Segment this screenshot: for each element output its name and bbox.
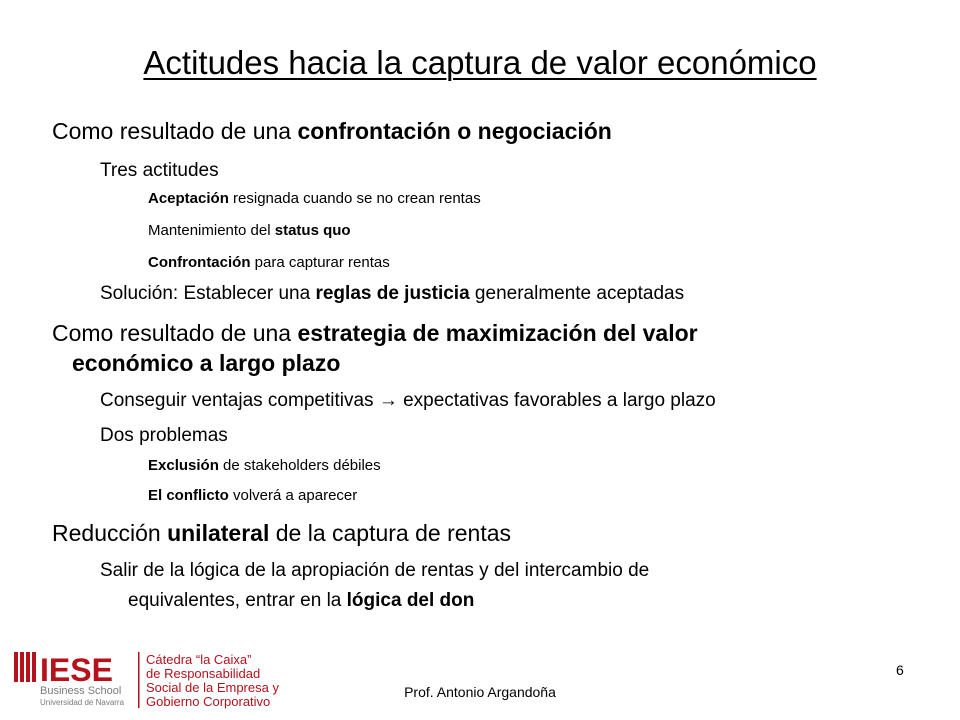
iese-logo bbox=[14, 650, 284, 710]
text-span: Tres actitudes bbox=[100, 160, 219, 181]
bold-text: confrontación o negociación bbox=[297, 118, 612, 144]
bold-text: Aceptación bbox=[148, 190, 229, 207]
bullet-line-level-2 bbox=[100, 160, 219, 182]
logo-brand: IESE bbox=[40, 652, 113, 688]
text-span: Como resultado de una bbox=[52, 320, 298, 346]
logo-chair-line-3: Social de la Empresa y bbox=[146, 680, 279, 695]
bold-text: estrategia de maximización del valor bbox=[297, 320, 698, 346]
iese-crest-icon bbox=[14, 652, 36, 682]
text-span: Conseguir ventajas competitivas bbox=[100, 390, 379, 411]
text-span: Mantenimiento del bbox=[148, 222, 275, 239]
text-span: equivalentes, entrar en la bbox=[128, 590, 347, 611]
text-span: Salir de la lógica de la apropiación de rentas y del intercambio de bbox=[100, 560, 650, 581]
bullet-line-continuation bbox=[72, 350, 340, 377]
text-span: expectativas favorables a largo plazo bbox=[397, 390, 716, 411]
bold-text: El conflicto bbox=[148, 487, 229, 504]
bold-text: lógica del don bbox=[346, 590, 475, 611]
bullet-line-level-1 bbox=[52, 320, 698, 347]
bullet-line-level-2 bbox=[100, 425, 228, 447]
text-span: Como resultado de una bbox=[52, 118, 298, 144]
text-span: de la captura de rentas bbox=[269, 520, 512, 546]
slide-title: Actitudes hacia la captura de valor económico bbox=[143, 44, 817, 81]
text-span: volverá a aparecer bbox=[228, 487, 358, 504]
arrow-right-icon: → bbox=[378, 390, 398, 411]
bold-text: unilateral bbox=[167, 520, 270, 546]
logo-school: Business School bbox=[40, 685, 122, 697]
bullet-line-level-3 bbox=[148, 222, 351, 239]
text-span: resignada cuando se no crean rentas bbox=[228, 190, 481, 207]
bullet-line-level-3 bbox=[148, 457, 381, 474]
bold-text: Exclusión bbox=[148, 457, 219, 474]
footer-author: Prof. Antonio Argandoña bbox=[404, 684, 556, 700]
logo-university: Universidad de Navarra bbox=[40, 698, 125, 707]
text-span: de stakeholders débiles bbox=[218, 457, 381, 474]
bullet-line-level-2 bbox=[100, 283, 684, 305]
page-number: 6 bbox=[896, 662, 904, 678]
logo-chair-line-4: Gobierno Corporativo bbox=[146, 694, 271, 709]
bullet-line-level-3 bbox=[148, 487, 357, 504]
bold-text: status quo bbox=[274, 222, 351, 239]
text-span: generalmente aceptadas bbox=[469, 283, 685, 304]
logo-chair-line-2: de Responsabilidad bbox=[146, 666, 261, 681]
bullet-line-level-2 bbox=[100, 390, 716, 412]
bullet-line-level-3 bbox=[148, 254, 390, 271]
text-span: Reducción bbox=[52, 520, 168, 546]
bold-text: Confrontación bbox=[148, 254, 251, 271]
bold-text: reglas de justicia bbox=[315, 283, 470, 304]
text-span: Solución: Establecer una bbox=[100, 283, 316, 304]
bullet-line-continuation bbox=[128, 590, 474, 612]
logo-chair-line-1: Cátedra “la Caixa” bbox=[146, 652, 252, 667]
text-span: Dos problemas bbox=[100, 425, 228, 446]
text-span: para capturar rentas bbox=[250, 254, 390, 271]
bold-text: económico a largo plazo bbox=[72, 350, 341, 376]
bullet-line-level-3 bbox=[148, 190, 481, 207]
bullet-line-level-1 bbox=[52, 520, 511, 547]
bullet-line-level-1 bbox=[52, 118, 612, 145]
bullet-line-level-2 bbox=[100, 560, 649, 582]
